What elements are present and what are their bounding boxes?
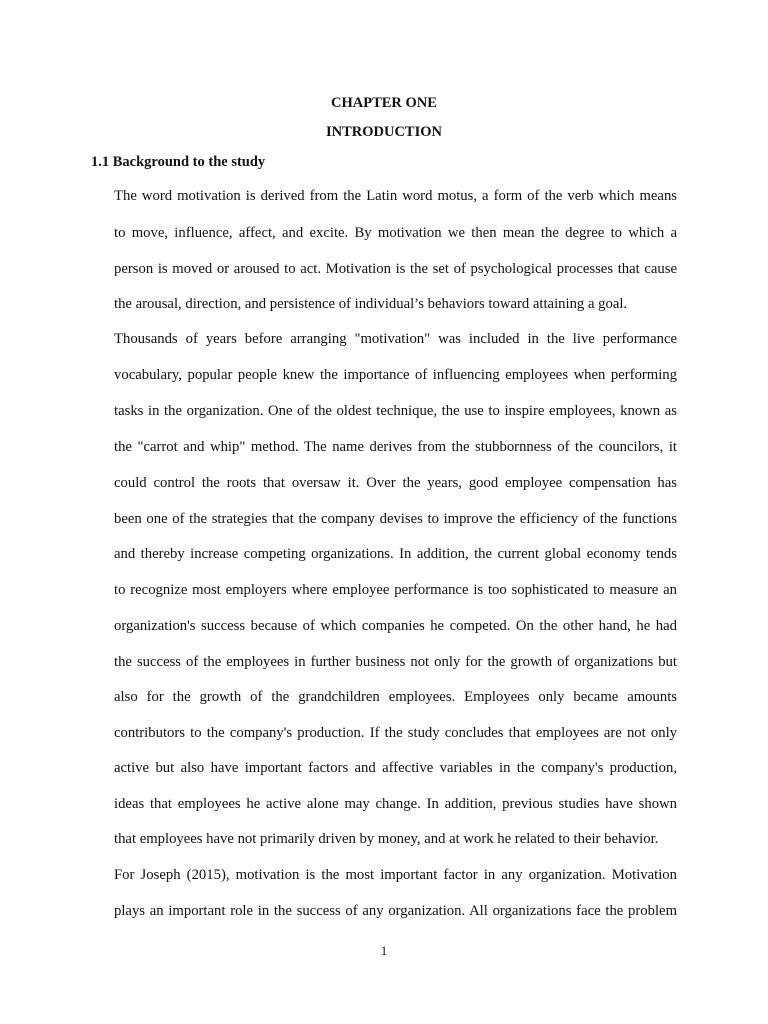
body-line: that employees have not primarily driven by money, and at work he related to their behavior. — [114, 831, 659, 847]
body-line: and thereby increase competing organizations. In addition, the current global economy tends — [114, 546, 677, 562]
body-line: also for the growth of the grandchildren employees. Employees only became amounts — [114, 689, 677, 705]
body-line: person is moved or aroused to act. Motivation is the set of psychological processes that cause — [114, 261, 677, 277]
body-line: vocabulary, popular people knew the importance of influencing employees when performing — [114, 367, 677, 383]
section-heading: 1.1 Background to the study — [91, 154, 266, 170]
body-line: organization's success because of which companies he competed. On the other hand, he had — [114, 618, 677, 634]
body-line: the arousal, direction, and persistence of individual’s behaviors toward attaining a goal. — [114, 296, 628, 312]
body-line: to recognize most employers where employee performance is too sophisticated to measure an — [114, 582, 677, 598]
body-line: ideas that employees he active alone may change. In addition, previous studies have shown — [114, 796, 677, 812]
body-line: the success of the employees in further business not only for the growth of organizations but — [114, 654, 677, 670]
body-line: plays an important role in the success of any organization. All organizations face the problem — [114, 903, 677, 919]
body-line: to move, influence, affect, and excite. By motivation we then mean the degree to which a — [114, 225, 677, 241]
chapter-subtitle: INTRODUCTION — [325, 124, 442, 140]
body-line: could control the roots that oversaw it. Over the years, good employee compensation has — [114, 475, 677, 491]
body-line: been one of the strategies that the company devises to improve the efficiency of the functions — [114, 511, 677, 527]
body-line: contributors to the company's production. If the study concludes that employees are not only — [114, 725, 677, 741]
body-line: Thousands of years before arranging "motivation" was included in the live performance — [114, 331, 677, 347]
body-line: tasks in the organization. One of the oldest technique, the use to inspire employees, known as — [114, 403, 677, 419]
body-line: For Joseph (2015), motivation is the most important factor in any organization. Motivation — [114, 867, 677, 883]
body-line: the "carrot and whip" method. The name derives from the stubbornness of the councilors, it — [114, 439, 677, 455]
body-line: The word motivation is derived from the Latin word motus, a form of the verb which means — [114, 188, 677, 204]
body-line: active but also have important factors and affective variables in the company's production, — [114, 760, 677, 776]
page-number: 1 — [380, 943, 388, 958]
chapter-title: CHAPTER ONE — [331, 95, 437, 111]
